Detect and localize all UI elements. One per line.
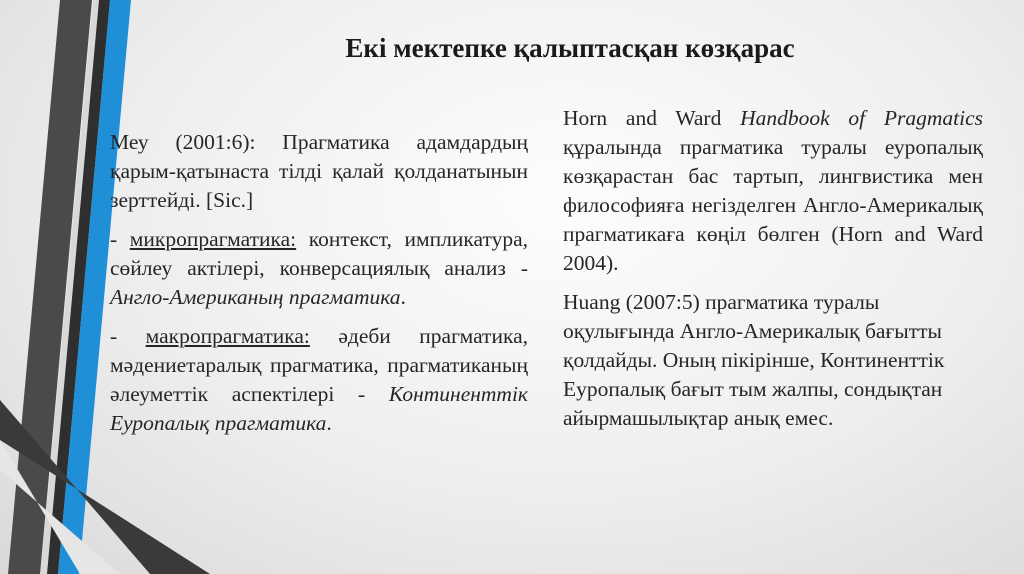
left-paragraph-3 (110, 322, 528, 438)
punctuation: . (400, 285, 406, 309)
left-column (110, 128, 528, 448)
left-paragraph-2 (110, 225, 528, 312)
macropragmatics-term: макропрагматика: (145, 324, 310, 348)
right-column (563, 104, 983, 443)
right-paragraph-1 (563, 104, 983, 278)
authors: Horn and Ward (563, 106, 741, 130)
punctuation: . (326, 411, 332, 435)
prefix: - (110, 227, 130, 251)
prefix: - (110, 324, 146, 348)
macropragmatics-description: әдеби прагматика, мәдениетаралық прагматика, прагматиканың әлеуметтік аспектілері - (110, 324, 528, 406)
continental-european-label: Континенттік Еуропалық прагматика (110, 382, 528, 435)
slide-title: Екі мектепке қалыптасқан көзқарас (345, 33, 795, 63)
left-paragraph-1: Меу (2001:6): Прагматика адамдардың қарым-қатынаста тілді қалай қолданатынын зерттейді. [Sic.] (110, 130, 528, 212)
anglo-american-label: Англо-Американың прагматика (110, 285, 401, 309)
micropragmatics-description: контекст, импликатура, сөйлеу актілері, конверсациялық анализ - (110, 227, 528, 280)
right-paragraph-2: Huang (2007:5) прагматика туралы оқулығында Англо-Америкалық бағытты қолдайды. Оның пікірінше, Континенттік Еуропалық бағыт тым жалпы, сондықтан айырмашылықтар анық емес. (563, 290, 945, 430)
micropragmatics-term: микропрагматика: (129, 227, 297, 251)
book-title: Handbook of Pragmatics (740, 106, 983, 130)
right-paragraph-1-body: құралында прагматика туралы еуропалық көзқарастан бас тартып, лингвистика мен философияға негізделген Англо-Америкалық прагматикаға көңіл бөлген (Horn and Ward 2004). (563, 135, 983, 275)
